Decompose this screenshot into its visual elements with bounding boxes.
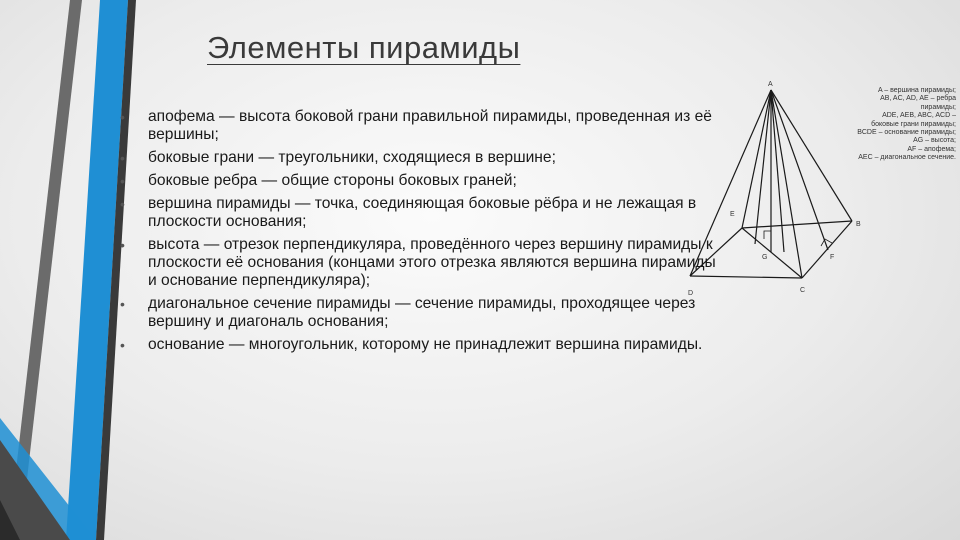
legend-line: BCDE – основание пирамиды; [857, 129, 956, 137]
item-definition: — высота боковой грани правильной пирамиды, проведенная из её вершины; [148, 108, 712, 143]
vertex-label-G: G [762, 254, 768, 261]
bullet-icon: • [120, 150, 125, 166]
item-definition: — точка, соединяющая боковые рёбра и не лежащая в плоскости основания; [148, 195, 697, 230]
vertex-label-D: D [688, 290, 694, 297]
vertex-label-F: F [830, 254, 835, 261]
item-term: высота [148, 236, 200, 253]
legend-line: ADE, AEB, ABC, ACD – [882, 112, 956, 120]
item-term: апофема [148, 108, 215, 125]
list-item [120, 195, 720, 231]
item-definition: — отрезок перпендикуляра, проведённого через вершину пирамиды к плоскости её основания (концами этого отрезка являются вершина пирамиды и основание перпендикуляра); [148, 236, 716, 289]
list-item [120, 295, 720, 331]
inner-line-1 [755, 90, 771, 244]
vertex-label-B: B [856, 221, 861, 228]
inner-line-2 [771, 90, 784, 252]
item-term: диагональное сечение пирамиды [148, 295, 391, 312]
bullet-icon: • [120, 109, 125, 125]
item-term: боковые грани [148, 149, 255, 166]
bullet-icon: • [120, 337, 125, 353]
legend-line: AF – апофема; [907, 145, 956, 153]
list-item [120, 336, 720, 354]
item-definition: — сечение пирамиды, проходящее через вершину и диагональ основания; [148, 295, 696, 330]
definition-list [120, 108, 720, 359]
legend-line: боковые грани пирамиды; [871, 120, 956, 128]
item-definition: — общие стороны боковых граней; [257, 172, 517, 189]
edge-AD [690, 90, 771, 276]
legend-line: пирамиды; [920, 103, 956, 111]
base-DC [690, 276, 802, 278]
base-ED [690, 228, 742, 276]
base-BE [742, 221, 852, 228]
bullet-icon: • [120, 237, 125, 253]
list-item [120, 236, 720, 290]
vertex-label-E: E [730, 211, 735, 218]
bullet-icon: • [120, 196, 125, 212]
bullet-icon: • [120, 296, 125, 312]
slide-title: Элементы пирамиды [207, 30, 521, 65]
item-definition: — треугольники, сходящиеся в вершине; [254, 149, 556, 166]
edge-AC [771, 90, 802, 278]
legend-line: AEC – диагональное сечение. [858, 154, 956, 162]
legend-line: AG – высота; [913, 137, 956, 145]
legend-line: A – вершина пирамиды; [878, 87, 956, 94]
item-term: основание [148, 336, 225, 353]
item-term: боковые ребра [148, 172, 258, 189]
bullet-icon: • [120, 173, 125, 189]
diagonal-EC [742, 228, 802, 278]
list-item [120, 149, 720, 167]
base-CB [802, 221, 852, 278]
list-item [120, 108, 720, 144]
vertex-label-C: C [800, 287, 806, 294]
vertex-label-A: A [768, 81, 773, 88]
item-term: вершина пирамиды [148, 195, 291, 212]
legend-line: AB, AC, AD, AE – ребра [880, 95, 956, 103]
list-item [120, 172, 720, 190]
edge-AE [742, 90, 771, 228]
item-definition: — многоугольник, которому не принадлежит вершина пирамиды. [224, 336, 703, 353]
right-angle-mark-G [764, 231, 771, 239]
diagram-legend [838, 87, 956, 163]
